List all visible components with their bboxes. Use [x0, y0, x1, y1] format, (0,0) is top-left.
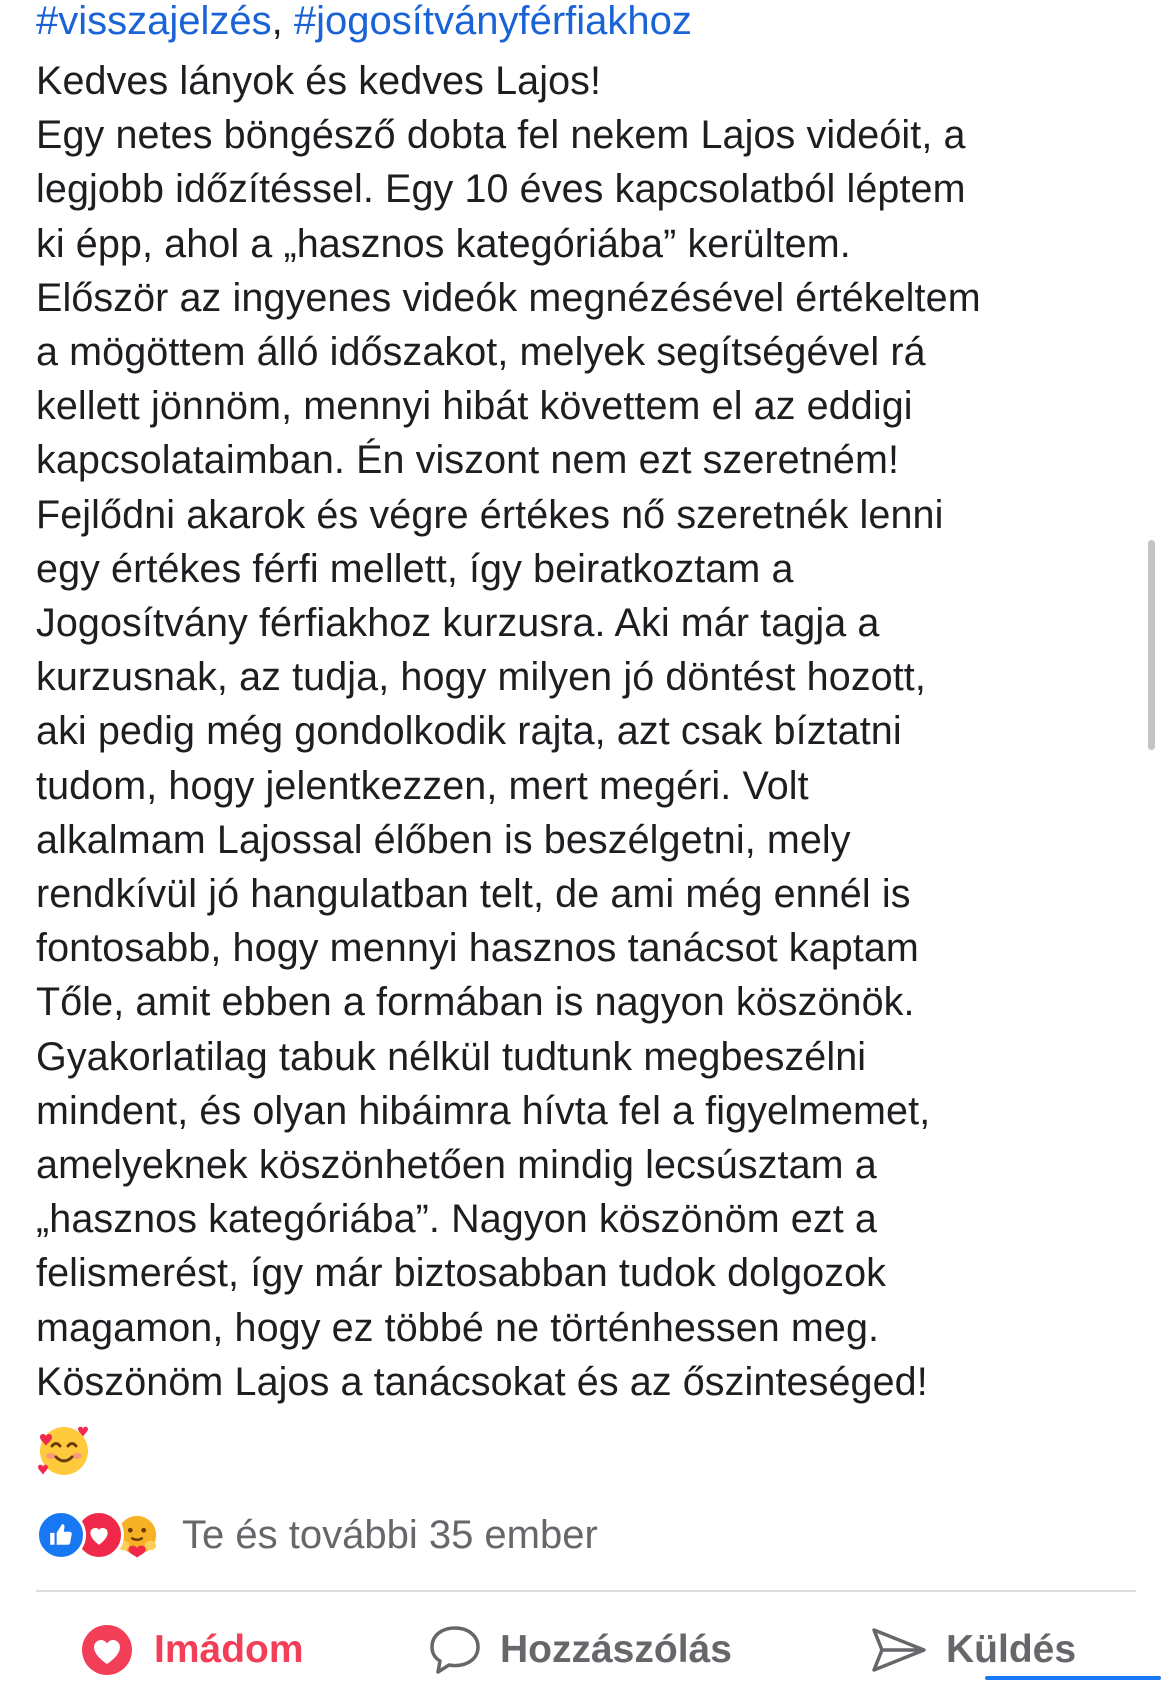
comment-icon [428, 1624, 482, 1676]
post-line: Gyakorlatilag tabuk nélkül tudtunk megbeszélni [36, 1034, 867, 1079]
comment-button[interactable] [428, 1620, 732, 1680]
post-line: magamon, hogy ez többé ne történhessen meg. [36, 1305, 880, 1350]
like-reaction-icon [36, 1510, 86, 1560]
post-line: mindent, és olyan hibáimra hívta fel a figyelmemet, [36, 1088, 931, 1133]
hashtag-separator: , [271, 0, 283, 43]
post-line: Egy netes böngésző dobta fel nekem Lajos videóit, a [36, 113, 966, 158]
post-line: fontosabb, hogy mennyi hasznos tanácsot kaptam [36, 926, 919, 971]
post-body [36, 54, 1146, 1409]
post-line: Jogosítvány férfiakhoz kurzusra. Aki már tagja a [36, 601, 880, 646]
hashtag-jogositvanyferfiakhoz[interactable]: #jogosítványférfiakhoz [293, 0, 692, 43]
send-button[interactable] [870, 1620, 1076, 1680]
post-line: kapcsolataimban. Én viszont nem ezt szeretném! [36, 438, 900, 483]
post-line: kurzusnak, az tudja, hogy milyen jó döntést hozott, [36, 655, 926, 700]
hashtag-visszajelzes[interactable]: #visszajelzés [36, 0, 272, 43]
post-line: alkalmam Lajossal élőben is beszélgetni, mely [36, 817, 851, 862]
post-line: Fejlődni akarok és végre értékes nő szeretnék lenni [36, 492, 944, 537]
post-action-bar [0, 1620, 1169, 1692]
love-button-label: Imádom [154, 1628, 304, 1671]
send-button-label: Küldés [946, 1628, 1077, 1671]
post-line: felismerést, így már biztosabban tudok dolgozok [36, 1251, 886, 1296]
post-line: rendkívül jó hangulatban telt, de ami még ennél is [36, 872, 911, 917]
post-line: Kedves lányok és kedves Lajos! [36, 59, 602, 103]
post-line: Tőle, amit ebben a formában is nagyon köszönök. [36, 980, 915, 1025]
active-tab-indicator [985, 1676, 1161, 1680]
reaction-summary[interactable] [36, 1507, 598, 1563]
emoji-row [36, 1423, 1146, 1485]
post-line: Köszönöm Lajos a tanácsokat és az őszinteséged! [36, 1359, 928, 1404]
post-line: amelyeknek köszönhetően mindig lecsúsztam a [36, 1143, 877, 1188]
post-line: ki épp, ahol a „hasznos kategóriába” kerültem. [36, 221, 851, 266]
scrollbar-thumb[interactable] [1148, 540, 1155, 750]
post-line: „hasznos kategóriába”. Nagyon köszönöm ezt a [36, 1197, 877, 1242]
post-line: kellett jönnöm, mennyi hibát követtem el az eddigi [36, 384, 913, 429]
reaction-icons [36, 1510, 150, 1560]
post-line: legjobb időzítéssel. Egy 10 éves kapcsolatból léptem [36, 167, 966, 212]
post-line: Először az ingyenes videók megnézésével értékeltem [36, 275, 981, 320]
hashtag-line [36, 0, 1146, 42]
heart-icon [78, 1624, 136, 1676]
post-line: a mögöttem álló időszakot, melyek segítségével rá [36, 330, 926, 375]
reaction-count-text[interactable]: Te és további 35 ember [182, 1512, 598, 1557]
post-content [36, 0, 1146, 1485]
comment-button-label: Hozzászólás [500, 1628, 732, 1671]
love-button[interactable] [78, 1620, 304, 1680]
send-icon [870, 1624, 928, 1676]
action-divider [36, 1590, 1136, 1592]
post-line: aki pedig még gondolkodik rajta, azt csak bíztatni [36, 709, 902, 754]
smiling-face-with-hearts-icon [36, 1423, 92, 1479]
post-line: egy értékes férfi mellett, így beiratkoztam a [36, 546, 794, 591]
post-line: tudom, hogy jelentkezzen, mert megéri. Volt [36, 763, 809, 808]
